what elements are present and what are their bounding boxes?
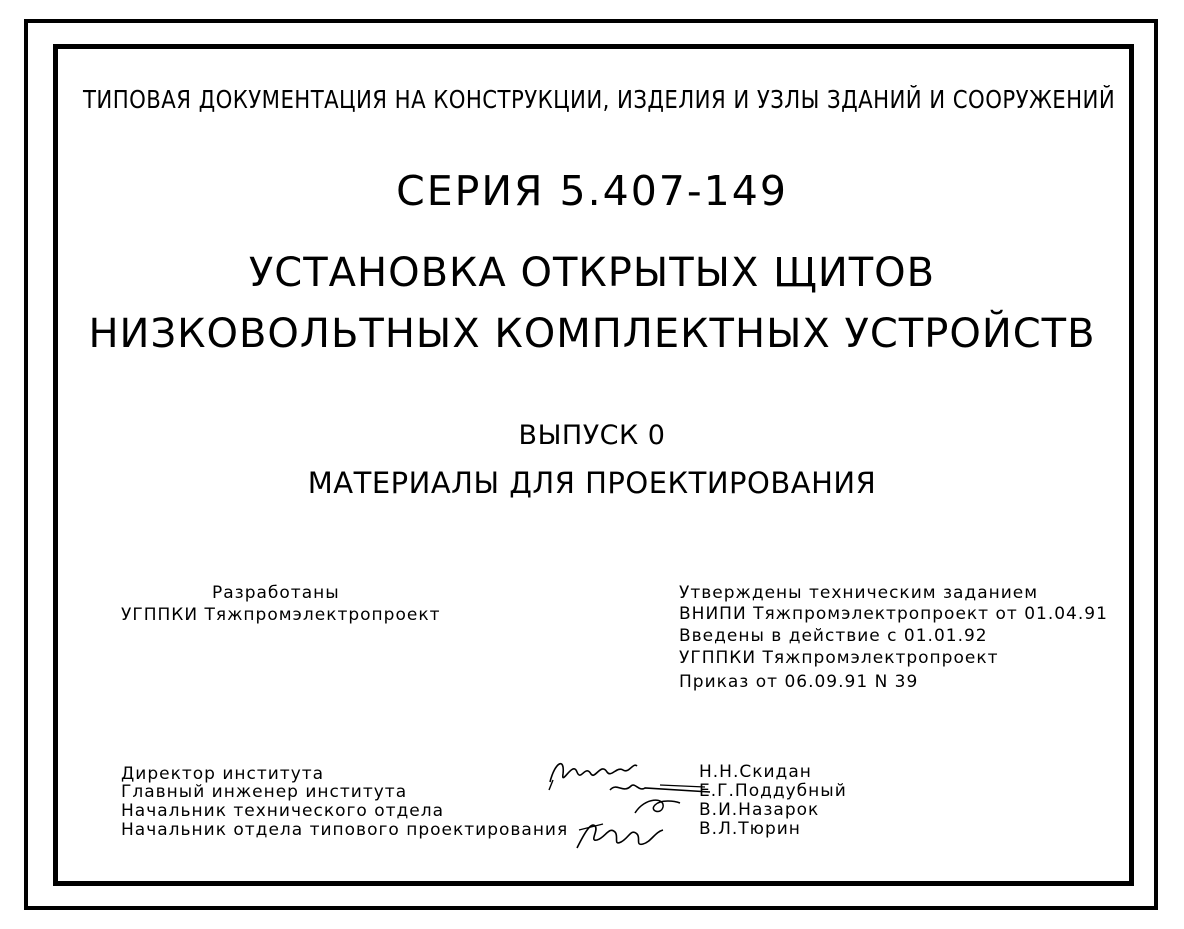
title-line-1: УСТАНОВКА ОТКРЫТЫХ ЩИТОВ xyxy=(248,250,936,296)
approved-line-2: ВНИПИ Тяжпромэлектропроект от 01.04.91 xyxy=(679,604,1108,624)
signatory-position: Начальник отдела типового проектирования xyxy=(121,820,569,840)
approved-line-1: Утверждены техническим заданием xyxy=(679,583,1039,603)
subtitle: МАТЕРИАЛЫ ДЛЯ ПРОЕКТИРОВАНИЯ xyxy=(307,466,877,500)
issue-number: ВЫПУСК 0 xyxy=(518,420,666,451)
signatory-name: В.И.Назарок xyxy=(699,800,820,820)
developed-label: Разработаны xyxy=(212,583,340,603)
signatory-name: Н.Н.Скидан xyxy=(699,762,812,782)
series-number: СЕРИЯ 5.407-149 xyxy=(396,167,788,215)
signatory-position: Главный инженер института xyxy=(121,782,408,802)
approved-line-4: УГППКИ Тяжпромэлектропроект xyxy=(679,648,999,668)
signatory-position: Начальник технического отдела xyxy=(121,801,445,821)
signature-typical-design-head xyxy=(573,812,668,854)
approved-line-5: Приказ от 06.09.91 N 39 xyxy=(679,672,919,692)
signatory-name: Е.Г.Поддубный xyxy=(699,781,847,801)
signatory-name: В.Л.Тюрин xyxy=(699,819,801,839)
signatory-position: Директор института xyxy=(121,764,325,784)
document-header: ТИПОВАЯ ДОКУМЕНТАЦИЯ НА КОНСТРУКЦИИ, ИЗДЕЛИЯ И УЗЛЫ ЗДАНИЙ И СООРУЖЕНИЙ xyxy=(83,85,1116,114)
title-line-2: НИЗКОВОЛЬТНЫХ КОМПЛЕКТНЫХ УСТРОЙСТВ xyxy=(88,311,1096,357)
approved-line-3: Введены в действие с 01.01.92 xyxy=(679,626,988,646)
developed-org: УГППКИ Тяжпромэлектропроект xyxy=(121,605,441,625)
